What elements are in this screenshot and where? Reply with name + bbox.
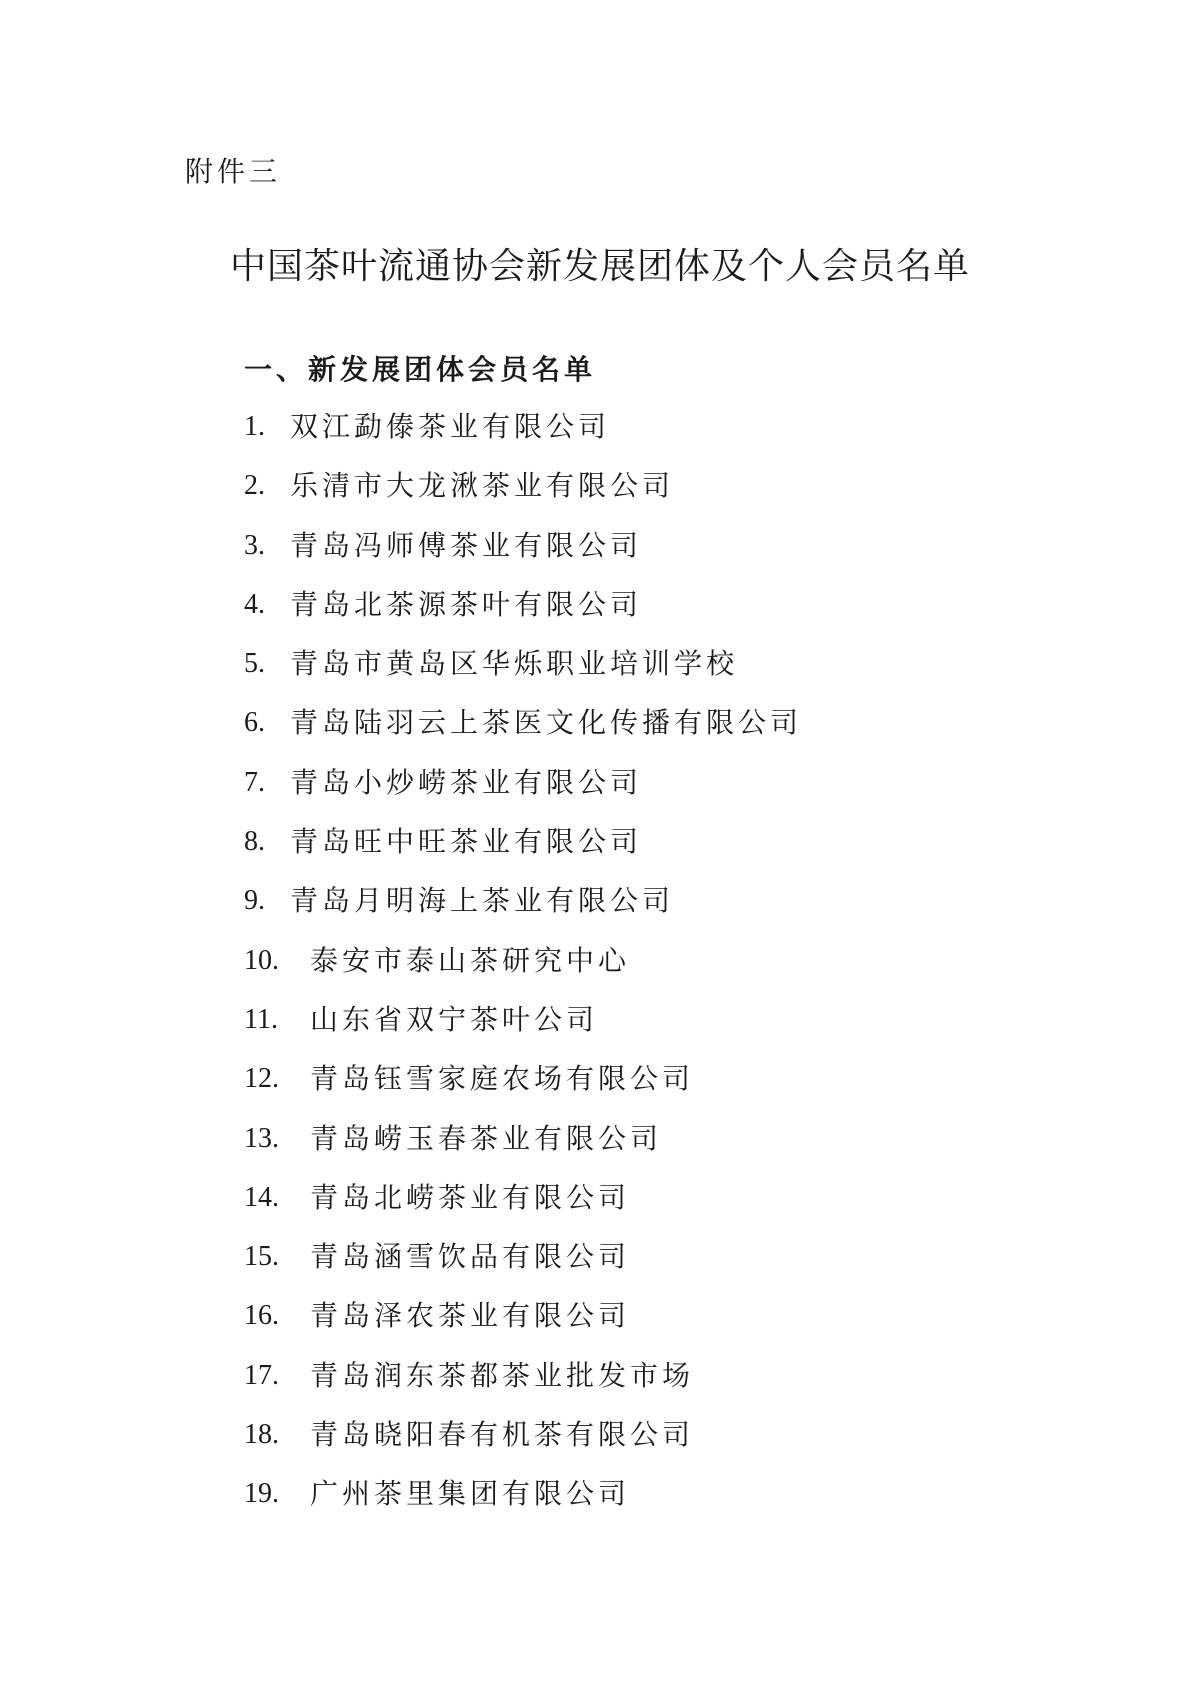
list-item — [244, 1296, 802, 1355]
list-item — [244, 941, 802, 1000]
item-number: 11. — [244, 1003, 278, 1035]
item-number: 6. — [244, 707, 265, 739]
list-item — [244, 1059, 802, 1118]
list-item — [244, 1178, 802, 1237]
item-number: 10. — [244, 944, 279, 976]
member-name: 青岛涵雪饮品有限公司 — [310, 1240, 631, 1274]
item-number: 8. — [244, 826, 265, 858]
item-number: 17. — [244, 1359, 279, 1391]
member-name: 青岛泽农茶业有限公司 — [310, 1299, 631, 1333]
member-name: 青岛北崂茶业有限公司 — [310, 1180, 631, 1214]
list-item — [244, 822, 802, 881]
list-item — [244, 1415, 802, 1474]
member-name: 青岛晓阳春有机茶有限公司 — [310, 1418, 695, 1452]
item-number: 9. — [244, 885, 265, 917]
list-item — [244, 585, 802, 644]
item-number: 12. — [244, 1063, 279, 1095]
member-name: 青岛小炒崂茶业有限公司 — [290, 765, 643, 799]
member-name: 青岛北茶源茶叶有限公司 — [290, 587, 643, 621]
list-item — [244, 1000, 802, 1059]
member-list — [244, 407, 802, 1534]
item-number: 13. — [244, 1122, 279, 1154]
list-item — [244, 407, 802, 466]
item-number: 3. — [244, 529, 265, 561]
list-item — [244, 1474, 802, 1533]
member-name: 山东省双宁茶叶公司 — [310, 1002, 599, 1036]
member-name: 广州茶里集团有限公司 — [310, 1477, 631, 1511]
member-name: 青岛润东茶都茶业批发市场 — [310, 1358, 695, 1392]
list-item — [244, 881, 802, 940]
list-item — [244, 1119, 802, 1178]
item-number: 2. — [244, 470, 265, 502]
item-number: 18. — [244, 1419, 279, 1451]
item-number: 19. — [244, 1478, 279, 1510]
list-item — [244, 703, 802, 762]
item-number: 1. — [244, 411, 265, 442]
item-number: 5. — [244, 648, 265, 680]
member-name: 青岛崂玉春茶业有限公司 — [310, 1121, 663, 1155]
list-item — [244, 526, 802, 585]
attachment-label: 附件三 — [185, 155, 282, 188]
item-number: 16. — [244, 1300, 279, 1332]
member-name: 青岛冯师傅茶业有限公司 — [290, 528, 643, 562]
list-item — [244, 1237, 802, 1296]
list-item — [244, 1356, 802, 1415]
item-number: 7. — [244, 766, 265, 798]
list-item — [244, 644, 802, 703]
item-number: 14. — [244, 1181, 279, 1213]
member-name: 泰安市泰山茶研究中心 — [310, 943, 631, 977]
member-name: 双江勐傣茶业有限公司 — [290, 410, 611, 443]
section-heading: 一、新发展团体会员名单 — [244, 353, 597, 386]
member-name: 青岛钰雪家庭农场有限公司 — [310, 1062, 695, 1096]
member-name: 青岛市黄岛区华烁职业培训学校 — [290, 647, 739, 681]
member-name: 青岛陆羽云上茶医文化传播有限公司 — [290, 706, 803, 740]
item-number: 15. — [244, 1241, 279, 1273]
item-number: 4. — [244, 588, 265, 620]
list-item — [244, 466, 802, 525]
member-name: 青岛月明海上茶业有限公司 — [290, 884, 675, 918]
member-name: 青岛旺中旺茶业有限公司 — [290, 825, 643, 859]
document-title: 中国茶叶流通协会新发展团体及个人会员名单 — [229, 246, 970, 287]
member-name: 乐清市大龙湫茶业有限公司 — [290, 469, 675, 503]
list-item — [244, 763, 802, 822]
